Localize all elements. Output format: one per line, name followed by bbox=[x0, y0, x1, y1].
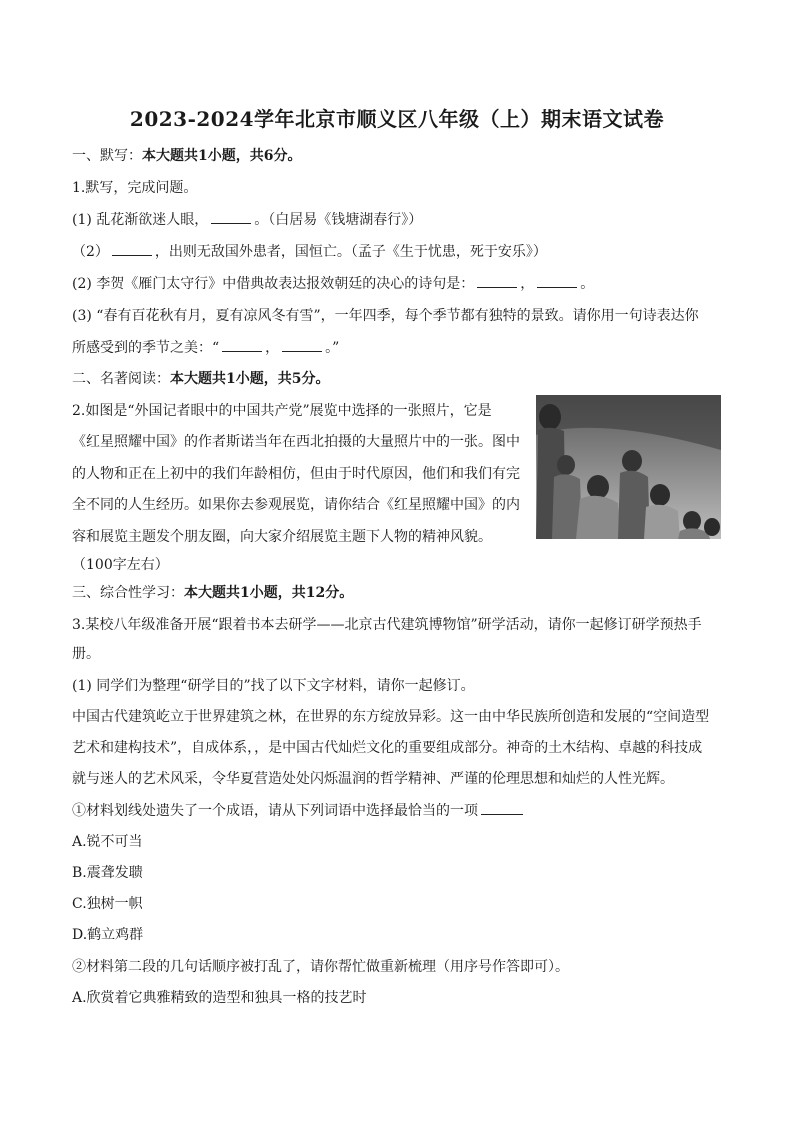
q2-line: 全不同的人生经历。如果你去参观展览，请你结合《红星照耀中国》的内 bbox=[72, 497, 520, 513]
section-label: 一、默写： bbox=[72, 148, 142, 164]
q3-stem-line1: 3.某校八年级准备开展“跟着书本去研学——北京古代建筑博物馆”研学活动，请你一起修订研学预热手 bbox=[72, 617, 702, 633]
text: ，出则无敌国外患者，国恒亡。（孟子《生于忧患，死于安乐》） bbox=[154, 244, 547, 260]
answer-blank[interactable] bbox=[282, 339, 322, 352]
text: ， bbox=[520, 276, 535, 292]
q3-sub1: (1) 同学们为整理“研学目的”找了以下文字材料，请你一起修订。 bbox=[72, 678, 475, 694]
section-score: 本大题共1小题，共12分。 bbox=[184, 585, 354, 601]
q3-stem-line2: 册。 bbox=[72, 646, 100, 662]
q3-question-a bbox=[72, 802, 526, 820]
text: 。” bbox=[325, 340, 340, 356]
text: 所感受到的季节之美：“ bbox=[72, 340, 220, 356]
section-label: 三、综合性学习： bbox=[72, 585, 184, 601]
q2-line: （100字左右） bbox=[72, 557, 169, 573]
text: 。（白居易《钱塘湖春行》） bbox=[254, 212, 423, 228]
section-3-heading bbox=[72, 584, 353, 602]
section-label: 二、名著阅读： bbox=[72, 371, 170, 387]
q2-line: 的人物和正在上初中的我们年龄相仿，但由于时代原因，他们和我们有完 bbox=[72, 466, 520, 482]
section-score: 本大题共1小题，共5分。 bbox=[170, 371, 330, 387]
text: (2) 李贺《雁门太守行》中借典故表达报效朝廷的决心的诗句是： bbox=[72, 276, 475, 292]
q3-sentence-a: A.欣赏着它典雅精致的造型和独具一格的技艺时 bbox=[72, 990, 367, 1006]
answer-blank[interactable] bbox=[537, 275, 577, 288]
q1-part2 bbox=[72, 243, 547, 261]
option-c[interactable]: C.独树一帜 bbox=[72, 896, 143, 912]
answer-blank[interactable] bbox=[112, 243, 152, 256]
text: 。 bbox=[580, 276, 595, 292]
q2-line: 《红星照耀中国》的作者斯诺当年在西北拍摄的大量照片中的一张。图中 bbox=[72, 434, 520, 450]
option-b[interactable]: B.震聋发聩 bbox=[72, 865, 143, 881]
text: (1) 乱花渐欲迷人眼， bbox=[72, 212, 209, 228]
q1-part1 bbox=[72, 211, 422, 229]
q3-material-line: 艺术和建构技术”，自成体系，，是中国古代灿烂文化的重要组成部分。神奇的土木结构、卓越的科技成 bbox=[72, 740, 703, 756]
answer-blank[interactable] bbox=[477, 275, 517, 288]
historical-photo bbox=[536, 395, 721, 539]
text: ①材料划线处遗失了一个成语，请从下列词语中选择最恰当的一项 bbox=[72, 803, 478, 819]
q1-part3 bbox=[72, 275, 594, 293]
option-a[interactable]: A.锐不可当 bbox=[72, 834, 143, 850]
q1-part4-line2 bbox=[72, 339, 339, 357]
photo-image bbox=[536, 395, 721, 539]
answer-blank[interactable] bbox=[222, 339, 262, 352]
q3-material-line: 中国古代建筑屹立于世界建筑之林，在世界的东方绽放异彩。这一由中华民族所创造和发展的“空间造型 bbox=[72, 709, 710, 725]
text: （2） bbox=[72, 244, 109, 260]
q3-material-line: 就与迷人的艺术风采，令华夏营造处处闪烁温润的哲学精神、严谨的伦理思想和灿烂的人性光辉。 bbox=[72, 771, 674, 787]
section-1-heading bbox=[72, 147, 301, 165]
text: ， bbox=[265, 340, 280, 356]
q1-stem: 1.默写，完成问题。 bbox=[72, 180, 198, 196]
option-d[interactable]: D.鹤立鸡群 bbox=[72, 927, 144, 943]
q2-line: 容和展览主题发个朋友圈，向大家介绍展览主题下人物的精神风貌。 bbox=[72, 529, 492, 545]
answer-blank[interactable] bbox=[211, 211, 251, 224]
section-score: 本大题共1小题，共6分。 bbox=[142, 148, 302, 164]
page-title: 2023-2024学年北京市顺义区八年级（上）期末语文试卷 bbox=[129, 107, 665, 131]
q3-question-b: ②材料第二段的几句话顺序被打乱了，请你帮忙做重新梳理（用序号作答即可）。 bbox=[72, 959, 569, 975]
section-2-heading bbox=[72, 370, 329, 388]
answer-blank[interactable] bbox=[481, 802, 523, 815]
q2-line: 2.如图是“外国记者眼中的中国共产党”展览中选择的一张照片，它是 bbox=[72, 403, 492, 419]
q1-part4-line1: (3) “春有百花秋有月，夏有凉风冬有雪”，一年四季，每个季节都有独特的景致。请你用一句诗表达你 bbox=[72, 308, 699, 324]
